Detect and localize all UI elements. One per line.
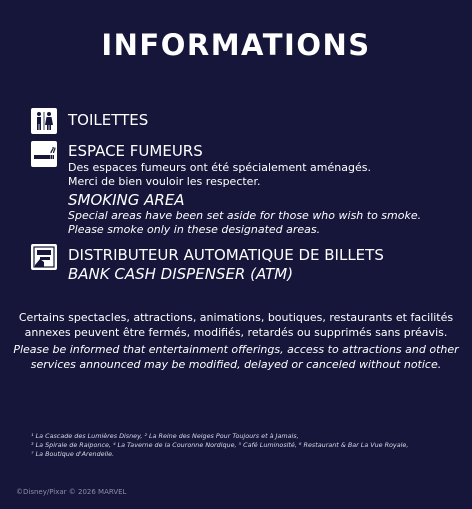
- notice-en-line: Please be informed that entertainment offerings, access to attractions and other: [13, 343, 459, 356]
- footnote-line: ⁷ La Boutique d'Arendelle.: [31, 450, 115, 458]
- atm-label-en: BANK CASH DISPENSER (ATM): [68, 265, 294, 283]
- smoking-text-en-2: Please smoke only in these designated areas.: [68, 223, 321, 236]
- atm-label-fr: DISTRIBUTEUR AUTOMATIQUE DE BILLETS: [68, 246, 384, 264]
- notice-en-line: services announced may be modified, delayed or canceled without notice.: [30, 358, 442, 371]
- smoking-label-en: SMOKING AREA: [68, 191, 185, 209]
- smoking-text-fr-2: Merci de bien vouloir les respecter.: [68, 175, 261, 188]
- notice-fr-line: Certains spectacles, attractions, animations, boutiques, restaurants et facilités: [18, 311, 454, 324]
- smoking-text-en-1: Special areas have been set aside for those who wish to smoke.: [68, 209, 422, 222]
- atm-icon: [31, 244, 57, 270]
- footnote-line: ³ La Spirale de Raiponce, ⁴ La Taverne de la Couronne Nordique, ⁵ Café Luminosité, ⁶ Restaurant & Bar La Vue Royale,: [31, 441, 409, 449]
- footnotes: [31, 432, 461, 459]
- toilets-section: [31, 108, 451, 134]
- page-title: INFORMATIONS: [101, 28, 371, 62]
- notice-fr: [10, 310, 462, 340]
- toilets-label: TOILETTES: [68, 111, 149, 129]
- atm-section: [31, 244, 451, 284]
- footnote-line: ¹ La Cascade des Lumières Disney, ² La Reine des Neiges Pour Toujours et à Jamais,: [31, 432, 299, 440]
- notice-en: [10, 342, 462, 372]
- copyright: ©Disney/Pixar © 2026 MARVEL: [16, 488, 127, 496]
- notice-fr-line: annexes peuvent être fermés, modifiés, retardés ou supprimés sans préavis.: [24, 326, 448, 339]
- smoking-text-fr-1: Des espaces fumeurs ont été spécialement aménagés.: [68, 161, 371, 174]
- smoking-section: [31, 141, 451, 236]
- toilet-icon: [31, 108, 57, 134]
- smoking-label-fr: ESPACE FUMEURS: [68, 142, 203, 160]
- smoking-icon: [31, 141, 57, 167]
